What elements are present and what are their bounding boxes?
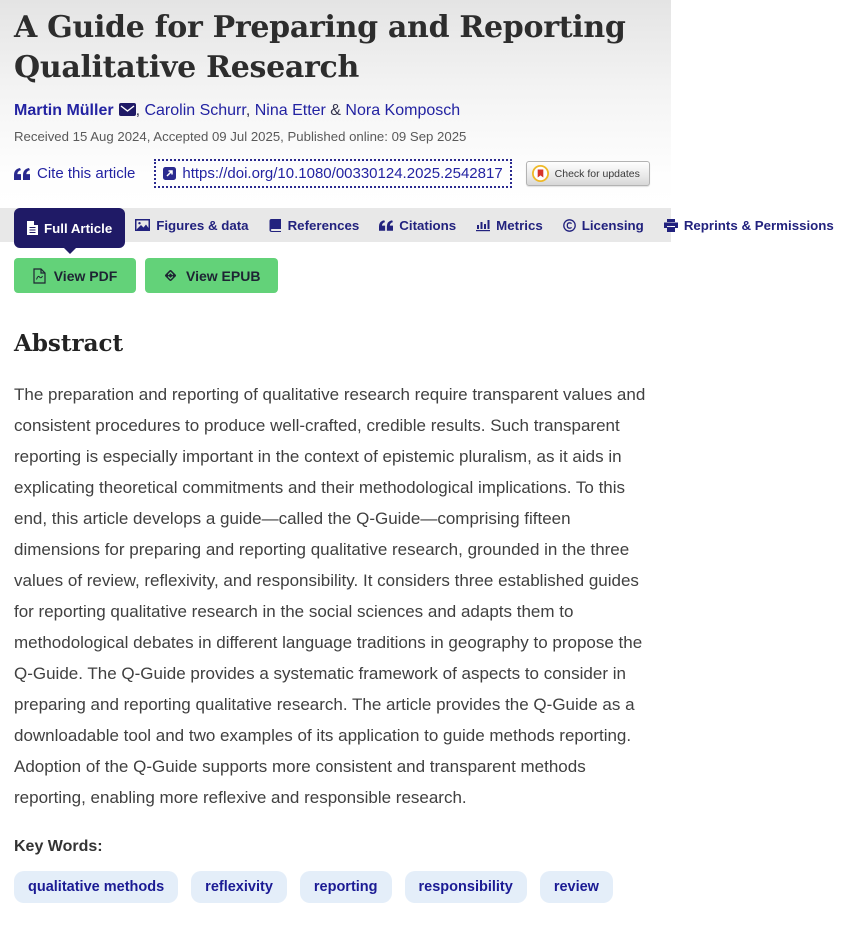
- epub-icon: [163, 268, 178, 283]
- tab-label: Figures & data: [156, 217, 249, 233]
- tab-reprints-permissions[interactable]: [654, 208, 844, 242]
- tab-label: References: [287, 217, 360, 233]
- author-link[interactable]: Nina Etter: [254, 102, 326, 119]
- view-pdf-label: View PDF: [53, 267, 118, 284]
- tab-references[interactable]: [259, 208, 370, 242]
- download-buttons-row: [0, 242, 671, 293]
- check-for-updates-button[interactable]: [526, 161, 650, 186]
- abstract-heading: Abstract: [14, 330, 124, 357]
- image-icon: [135, 219, 150, 231]
- abstract-text: The preparation and reporting of qualitative research require transparent values and consistent procedures to produce well-crafted, credible results. Such transparent reporting is especially important in the context of epistemic pluralism, as it aids in explicating theoretical commitments and their methodological implications. To this end, this article develops a guide—called the Q-Guide—comprising fifteen dimensions for preparing and reporting qualitative research, grounded in the three values of review, reflexivity, and responsibility. It considers three established guides for reporting qualitative research in the social sciences and adapts them to methodological debates in different language traditions in geography to propose the Q-Guide. The Q-Guide provides a systematic framework of aspects to consider in preparing and reporting qualitative research. The article provides the Q-Guide as a downloadable tool and two examples of its application to guide methods reporting. Adoption of the Q-Guide supports more consistent and transparent methods reporting, enabling more reflexive and responsible research.: [14, 385, 646, 807]
- external-link-icon: [163, 167, 176, 180]
- quote-icon: [379, 220, 393, 231]
- quote-icon: [14, 168, 30, 180]
- tab-full-article[interactable]: [14, 208, 125, 248]
- view-pdf-button[interactable]: [14, 258, 136, 293]
- keyword-pill[interactable]: qualitative methods: [14, 871, 178, 903]
- article-tabbar: [0, 208, 834, 242]
- book-icon: [269, 219, 282, 232]
- pdf-file-icon: [33, 268, 46, 284]
- email-icon[interactable]: [119, 101, 136, 123]
- tab-label: Metrics: [496, 217, 543, 233]
- author-link[interactable]: Carolin Schurr: [144, 102, 246, 119]
- printer-icon: [664, 219, 678, 232]
- copyright-icon: [563, 219, 576, 232]
- doi-link[interactable]: [154, 159, 511, 188]
- cite-label: Cite this article: [37, 165, 136, 182]
- article-header: [0, 0, 671, 208]
- author-link[interactable]: Martin Müller: [14, 102, 114, 119]
- view-epub-button[interactable]: [145, 258, 278, 293]
- article-body: [0, 330, 671, 903]
- tab-label: Citations: [399, 217, 457, 233]
- tab-citations[interactable]: [369, 208, 466, 242]
- tab-licensing[interactable]: [553, 208, 654, 242]
- tab-label: Licensing: [581, 217, 644, 233]
- crossmark-icon: [532, 165, 549, 182]
- author-list: [14, 100, 657, 123]
- keywords-heading: Key Words:: [14, 838, 103, 855]
- keywords-list: [14, 871, 657, 903]
- article-dates: Received 15 Aug 2024, Accepted 09 Jul 2025, Published online: 09 Sep 2025: [14, 129, 467, 144]
- cite-row: [14, 159, 657, 188]
- keyword-pill[interactable]: review: [540, 871, 613, 903]
- tab-label: Full Article: [44, 220, 113, 236]
- author-separator: &: [325, 102, 346, 119]
- tab-metrics[interactable]: [466, 208, 553, 242]
- bar-chart-icon: [476, 219, 490, 231]
- keyword-pill[interactable]: responsibility: [405, 871, 527, 903]
- view-epub-label: View EPUB: [186, 267, 261, 284]
- doi-text: https://doi.org/10.1080/00330124.2025.2542817: [182, 165, 503, 182]
- author-link[interactable]: Nora Komposch: [345, 102, 461, 119]
- tab-label: Reprints & Permissions: [683, 217, 834, 233]
- page-title: A Guide for Preparing and Reporting Qualitative Research: [14, 10, 626, 85]
- author-separator: ,: [245, 102, 255, 119]
- cite-this-article-link[interactable]: [14, 165, 135, 182]
- document-icon: [27, 221, 38, 235]
- keyword-pill[interactable]: reflexivity: [191, 871, 287, 903]
- tab-figures-data[interactable]: [125, 208, 258, 242]
- author-separator: ,: [135, 102, 145, 119]
- keyword-pill[interactable]: reporting: [300, 871, 392, 903]
- check-updates-label: Check for updates: [554, 167, 640, 180]
